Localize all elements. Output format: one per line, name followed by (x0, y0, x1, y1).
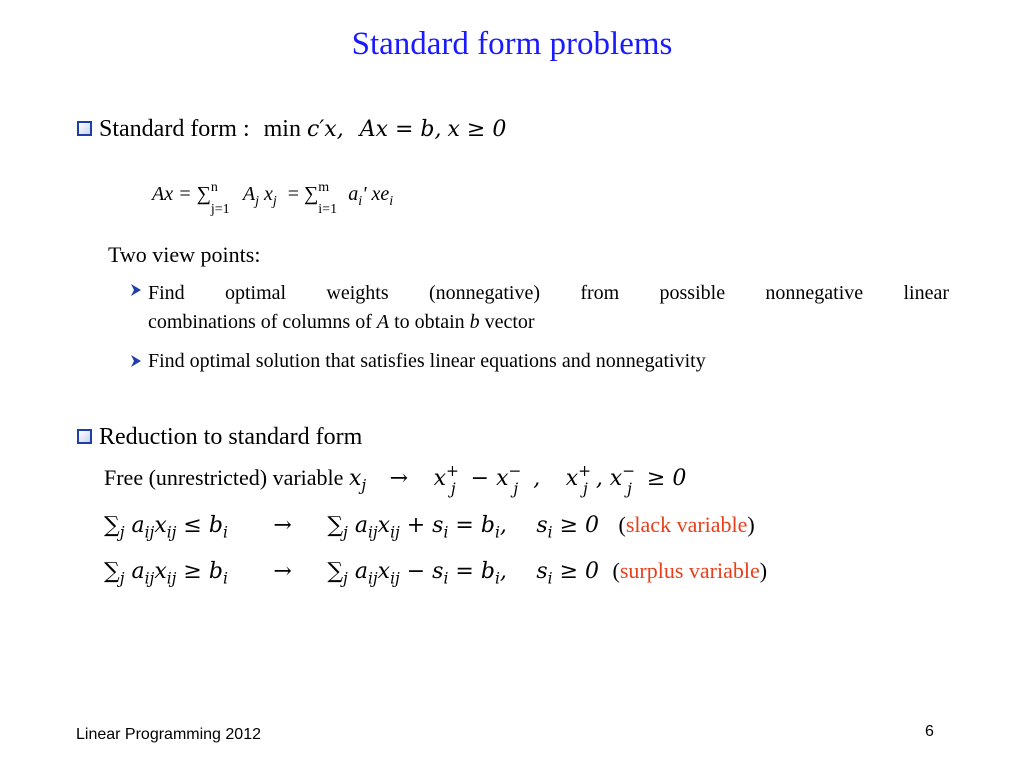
slack-note: (slack variable) (618, 512, 755, 537)
eq-lhs: Ax = ∑ (152, 183, 211, 205)
maps-to-arrow: → (389, 466, 409, 491)
viewpoint-1-line2 (148, 311, 949, 334)
free-var-symbol: $x_j$ (348, 466, 367, 495)
maps-to-arrow: → (273, 513, 292, 538)
footer-page-number: 6 (925, 723, 934, 740)
term-A: A (242, 183, 256, 205)
hollow-square-bullet-icon (77, 429, 92, 444)
slack-lhs: $\sum_j$ $a_{ij}x_{ij} \le b_i$ (104, 513, 228, 542)
viewpoints-heading: Two view points: (108, 242, 261, 267)
term-xe: ' xe (362, 183, 390, 205)
nonnegativity-constraint: x ≥ 0 (447, 117, 507, 142)
surplus-variable-label: surplus variable (619, 558, 760, 583)
free-variable-text: Free (unrestricted) variable (104, 465, 349, 490)
vp1-text-c: vector (479, 311, 535, 333)
free-variable-row (104, 462, 687, 499)
term-xe-sub: i (389, 194, 394, 209)
objective-expression: c′x, (306, 117, 344, 142)
slack-rhs: $\sum_j$ $a_{ij}x_{ij} + s_i = b_i$, (327, 513, 507, 542)
hollow-square-bullet-icon (77, 121, 92, 136)
vp1-var-b: b (469, 311, 480, 333)
slack-variable-label: slack variable (625, 512, 748, 537)
arrow-triangle-bullet-icon (130, 354, 142, 368)
viewpoint-2-text: Find optimal solution that satisfies linear equations and nonnegativity (148, 350, 706, 372)
maps-to-arrow: → (273, 559, 292, 584)
arrow-triangle-bullet-icon (130, 283, 142, 297)
slack-row (104, 512, 755, 542)
term-A-sub: j (255, 194, 259, 209)
surplus-lhs: $\sum_j$ $a_{ij}x_{ij} \ge b_i$ (104, 559, 228, 588)
ax-expansion-equation: Ax = ∑ n j=1 $A_j$ $x_j$ = ∑ m i=1 $a_i'$ $xe_i$ (152, 180, 394, 217)
eq-mid: = ∑ (287, 183, 319, 205)
surplus-row (104, 558, 768, 588)
section-standard-form (77, 116, 506, 143)
term-x-sub: j (272, 194, 277, 209)
section-reduction (77, 424, 362, 451)
free-var-split: $x_{+j} - x_{-j}$ , (433, 462, 541, 499)
surplus-rhs: $\sum_j$ $a_{ij}x_{ij} - s_i = b_i$, (327, 559, 507, 588)
vp1-var-A: A (376, 311, 390, 333)
term-x: x (263, 183, 273, 205)
surplus-note: (surplus variable) (612, 558, 768, 583)
reduction-label: Reduction to standard form (99, 424, 363, 450)
slide-title: Standard form problems (351, 26, 673, 62)
vp1-text-b: to obtain (389, 311, 470, 333)
term-a-sub: i (358, 194, 363, 209)
surplus-nonneg: $s_i \ge 0$ (536, 559, 600, 588)
viewpoint-item-2 (130, 350, 706, 373)
equality-constraint: Ax = b, (359, 117, 442, 142)
slack-nonneg: $s_i \ge 0$ (536, 513, 600, 542)
free-var-nonneg: $x_{+j}$ , $x_{-j} \ge 0$ (565, 462, 687, 499)
standard-form-label: Standard form : (99, 116, 250, 142)
min-keyword: min (263, 116, 301, 142)
viewpoint-item-1 (130, 282, 949, 334)
vp1-text-a: combinations of columns of (148, 311, 377, 333)
footer-course-label: Linear Programming 2012 (76, 726, 261, 743)
term-a: a (348, 183, 359, 205)
viewpoint-1-line1: Find optimal weights (nonnegative) from possible nonnegative linear (148, 282, 949, 304)
